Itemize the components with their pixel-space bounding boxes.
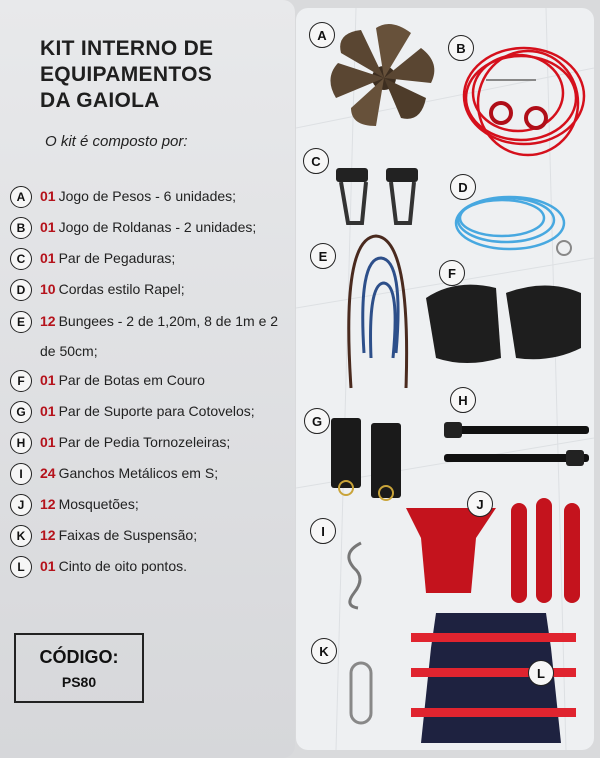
item-letter-badge: D	[10, 279, 32, 301]
product-code-box	[14, 633, 144, 703]
item-qty: 01	[40, 558, 56, 574]
list-item	[10, 520, 295, 551]
code-value: PS80	[61, 674, 97, 690]
item-qty: 01	[40, 434, 56, 450]
item-desc: Par de Suporte para Cotovelos;	[58, 403, 255, 419]
bungees-illustration	[349, 236, 407, 388]
item-desc: Faixas de Suspensão;	[58, 527, 198, 543]
item-list	[10, 181, 295, 582]
elbow-supports-illustration	[331, 418, 401, 500]
item-letter-badge: E	[10, 311, 32, 333]
list-item	[10, 489, 295, 520]
photo-label-j: J	[467, 491, 493, 517]
list-item	[10, 551, 295, 582]
photo-label-a: A	[309, 22, 335, 48]
ropes-illustration	[456, 197, 571, 255]
list-item	[10, 427, 295, 458]
photo-panel	[296, 8, 594, 750]
photo-label-i: I	[310, 518, 336, 544]
list-item	[10, 396, 295, 427]
item-qty: 24	[40, 465, 56, 481]
photo-label-k: K	[311, 638, 337, 664]
suspension-illustration	[406, 498, 580, 603]
item-letter-badge: J	[10, 494, 32, 516]
info-panel	[0, 0, 295, 758]
item-qty: 01	[40, 372, 56, 388]
code-label: CÓDIGO:	[39, 647, 119, 667]
item-desc: Cordas estilo Rapel;	[58, 281, 185, 297]
list-item	[10, 365, 295, 396]
item-desc: Mosquetões;	[58, 496, 139, 512]
boots-illustration	[426, 285, 581, 363]
item-letter-badge: H	[10, 432, 32, 454]
photo-label-c: C	[303, 148, 329, 174]
item-desc: Par de Pedia Tornozeleiras;	[58, 434, 231, 450]
photo-label-l: L	[528, 660, 554, 686]
item-desc: Par de Pegaduras;	[58, 250, 176, 266]
item-qty: 01	[40, 250, 56, 266]
list-item	[10, 212, 295, 243]
item-qty: 01	[40, 403, 56, 419]
s-hooks-illustration	[349, 543, 361, 608]
item-letter-badge: B	[10, 217, 32, 239]
item-letter-badge: L	[10, 556, 32, 578]
item-qty: 01	[40, 188, 56, 204]
item-qty: 12	[40, 496, 56, 512]
list-item	[10, 243, 295, 274]
carabiner-illustration	[351, 663, 371, 723]
item-desc: Ganchos Metálicos em S;	[58, 465, 219, 481]
pulleys-illustration	[464, 48, 584, 155]
page-title: KIT INTERNO DE EQUIPAMENTOS DA GAIOLA	[40, 37, 214, 112]
handles-illustration	[336, 168, 418, 223]
item-qty: 10	[40, 281, 56, 297]
subtitle: O kit é composto por:	[45, 133, 188, 150]
item-letter-badge: K	[10, 525, 32, 547]
item-qty: 01	[40, 219, 56, 235]
list-item	[10, 305, 295, 365]
item-letter-badge: A	[10, 186, 32, 208]
item-desc: Par de Botas em Couro	[58, 372, 205, 388]
item-desc: Bungees - 2 de 1,20m, 8 de 1m e 2 de 50cm;	[40, 313, 279, 359]
item-desc: Cinto de oito pontos.	[58, 558, 187, 574]
ankle-straps-illustration	[444, 422, 589, 466]
photo-label-d: D	[450, 174, 476, 200]
item-letter-badge: I	[10, 463, 32, 485]
photo-label-g: G	[304, 408, 330, 434]
photo-label-f: F	[439, 260, 465, 286]
product-illustrations	[296, 8, 594, 750]
list-item	[10, 181, 295, 212]
item-desc: Jogo de Roldanas - 2 unidades;	[58, 219, 257, 235]
item-qty: 12	[40, 313, 56, 329]
item-letter-badge: C	[10, 248, 32, 270]
photo-label-e: E	[310, 243, 336, 269]
item-qty: 12	[40, 527, 56, 543]
item-desc: Jogo de Pesos - 6 unidades;	[58, 188, 237, 204]
list-item	[10, 274, 295, 305]
photo-label-b: B	[448, 35, 474, 61]
photo-label-h: H	[450, 387, 476, 413]
item-letter-badge: G	[10, 401, 32, 423]
list-item	[10, 458, 295, 489]
item-letter-badge: F	[10, 370, 32, 392]
